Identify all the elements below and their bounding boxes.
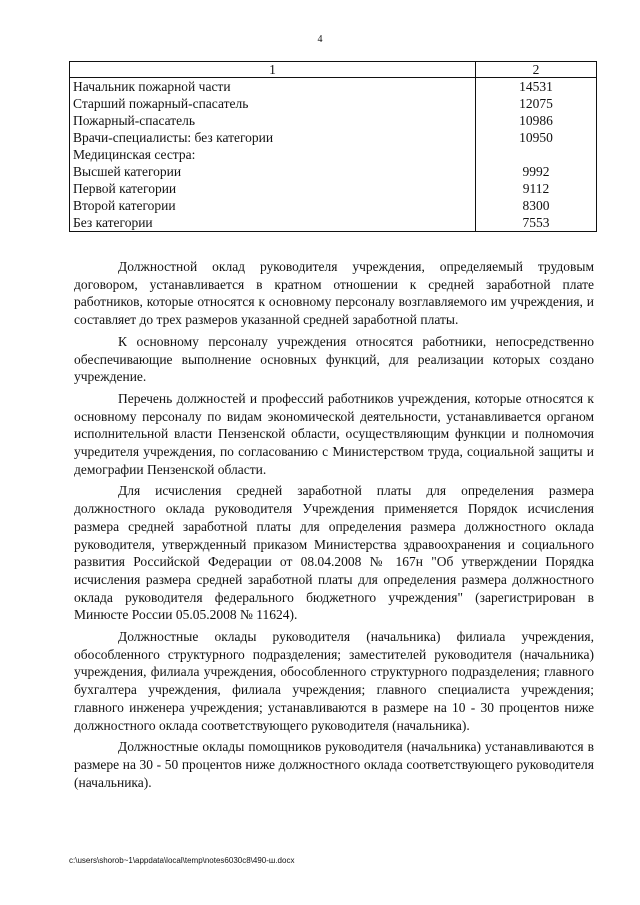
salary-value: 9112 <box>476 180 597 197</box>
body-text <box>74 258 594 795</box>
paragraph-assistant-salaries: Должностные оклады помощников руководителя (начальника) устанавливаются в размере на 30 - 50 процентов ниже должностного оклада соответствующего руководителя (начальника). <box>74 739 594 790</box>
table-row <box>70 214 597 232</box>
table-row <box>70 78 597 96</box>
position-name: Начальник пожарной части <box>70 78 476 96</box>
paragraph-main-personnel: К основному персоналу учреждения относятся работники, непосредственно обеспечивающие выполнение основных функций, для реализации которых создано учреждение. <box>74 333 594 385</box>
salary-value: 14531 <box>476 78 597 96</box>
salary-value: 10950 <box>476 129 597 146</box>
footer-file-path: c:\users\shorob~1\appdata\local\temp\notes6030c8\490-ш.docx <box>69 856 295 865</box>
table-row <box>70 163 597 180</box>
table-row <box>70 180 597 197</box>
table-header-row <box>70 62 597 78</box>
salary-value: 12075 <box>476 95 597 112</box>
salary-table <box>69 61 597 232</box>
position-name: Пожарный-спасатель <box>70 112 476 129</box>
table-row <box>70 112 597 129</box>
table-row <box>70 146 597 163</box>
table-header-col2: 2 <box>476 62 597 78</box>
salary-value: 10986 <box>476 112 597 129</box>
table-row <box>70 95 597 112</box>
salary-value: 8300 <box>476 197 597 214</box>
paragraph-positions-list: Перечень должностей и профессий работников учреждения, которые относятся к основному персоналу по видам экономической деятельности, устанавливается органом исполнительной власти Пензенской области, осуществляющим функции и полномочия учредителя учреждения, по согласованию с Министерством труда, социальной защиты и демографии Пензенской области. <box>74 390 594 477</box>
salary-value: 9992 <box>476 163 597 180</box>
salary-value: 7553 <box>476 214 597 232</box>
page-number: 4 <box>317 34 323 45</box>
position-name: Медицинская сестра: <box>70 146 476 163</box>
position-name: Первой категории <box>70 180 476 197</box>
table-row <box>70 197 597 214</box>
salary-value <box>476 146 597 163</box>
position-name: Второй категории <box>70 197 476 214</box>
paragraph-deputy-salaries: Должностные оклады руководителя (начальника) филиала учреждения, обособленного структурного подразделения; заместителей руководителя (начальника) учреждения, филиала учреждения, обособленного структурного подразделения; главного бухгалтера учреждения, филиала учреждения; главного специалиста учреждения; главного инженера учреждения; устанавливаются в размере на 10 - 30 процентов ниже должностного оклада соответствующего руководителя (начальника). <box>74 629 594 733</box>
position-name: Врачи-специалисты: без категории <box>70 129 476 146</box>
position-name: Без категории <box>70 214 476 232</box>
table-row <box>70 129 597 146</box>
table-header-col1: 1 <box>70 62 476 78</box>
position-name: Высшей категории <box>70 163 476 180</box>
paragraph-director-salary: Должностной оклад руководителя учреждения, определяемый трудовым договором, устанавливается в кратном отношении к средней заработной плате работников, которые относятся к основному персоналу возглавляемого им учреждения, и составляет до трех размеров указанной средней заработной платы. <box>74 259 594 328</box>
paragraph-average-salary: Для исчисления средней заработной платы для определения размера должностного оклада руководителя Учреждения применяется Порядок исчисления размера средней заработной платы для определения размера должностного оклада руководителя, утвержденный приказом Министерства здравоохранения и социального развития Российской Федерации от 08.04.2008 № 167н "Об утверждении Порядка исчисления размера средней заработной платы для определения размера должностного оклада руководителя федерального бюджетного учреждения" (зарегистрирован в Минюсте России 05.05.2008 № 11624). <box>74 483 594 623</box>
position-name: Старший пожарный-спасатель <box>70 95 476 112</box>
